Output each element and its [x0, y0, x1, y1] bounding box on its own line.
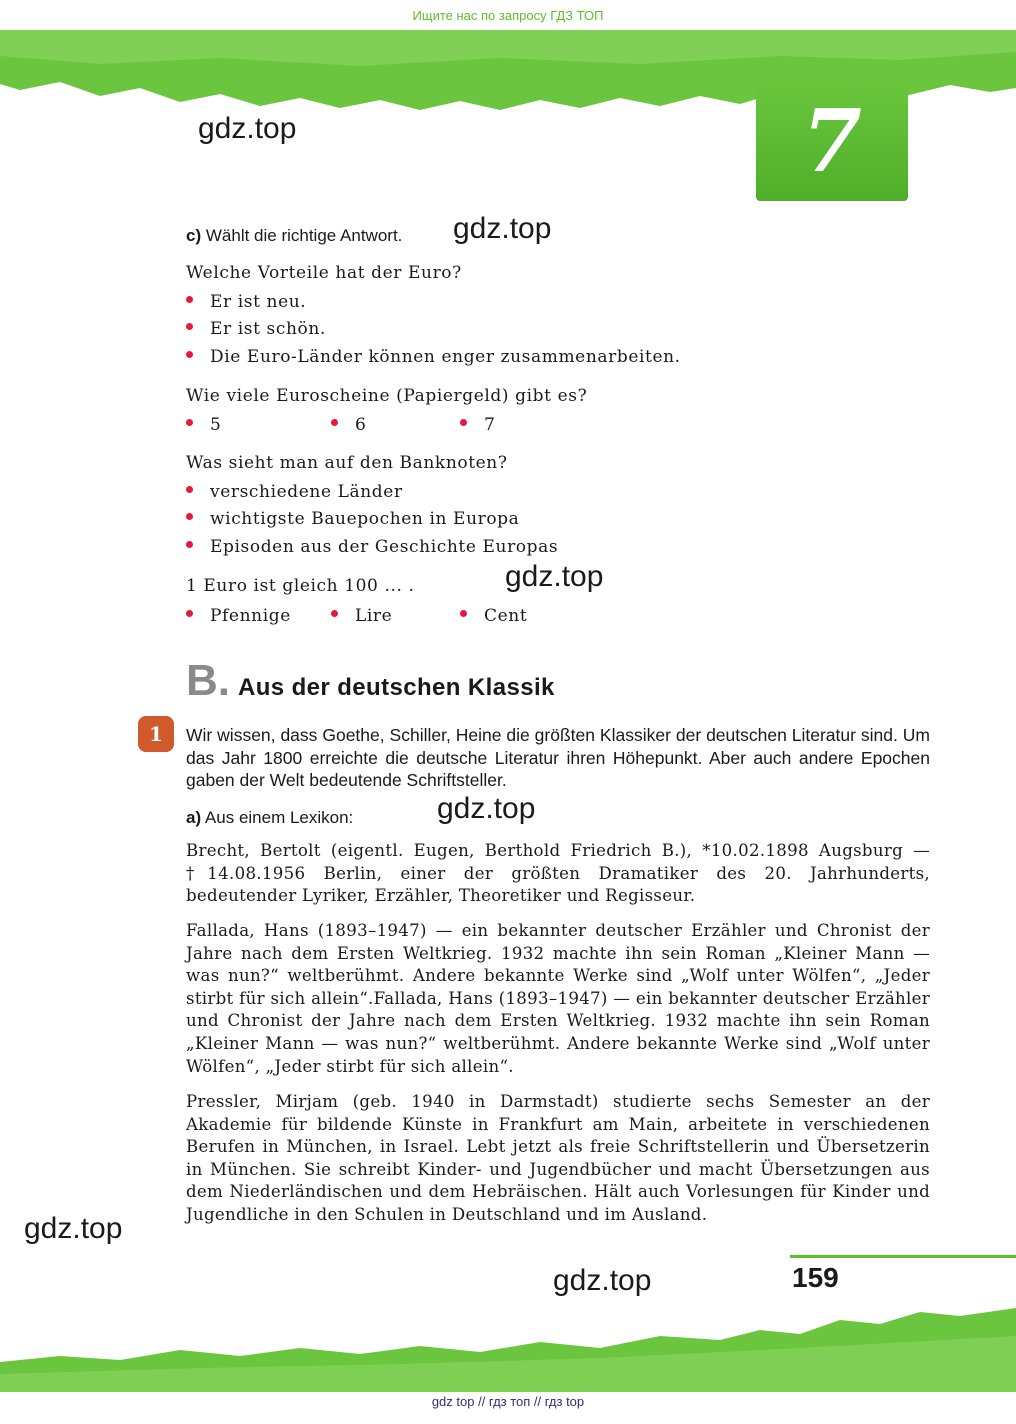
bullet-icon: [186, 296, 193, 303]
bullet-icon: [331, 610, 338, 617]
answer-option[interactable]: Lire: [331, 606, 392, 626]
answer-option[interactable]: Pfennige: [186, 606, 291, 626]
footer-green-band: [0, 1300, 1016, 1392]
task-c-instruction: Wählt die richtige Antwort.: [205, 226, 403, 245]
watermark-text: gdz.top: [453, 212, 552, 245]
question-text: Was sieht man auf den Banknoten?: [186, 453, 508, 473]
section-title: Aus der deutschen Klassik: [238, 674, 555, 701]
lexicon-entry-fallada: Fallada, Hans (1893–1947) — ein bekannter deutscher Erzähler und Chronist der Jahre nach dem Ersten Weltkrieg. 1932 machte ihn sein Roman „Kleiner Mann — was nun?“ weltberühmt. Andere bekannte Werke sind „Wolf unter Wölfen“, „Jeder stirbt für sich allein“.Fallada, Hans (1893–1947) — ein bekannter deutscher Erzähler und Chronist der Jahre nach dem Ersten Weltkrieg. 1932 machte ihn sein Roman „Kleiner Mann — was nun?“ weltberühmt. Andere bekannte Werke sind „Wolf unter Wölfen“, „Jeder stirbt für sich allein“.: [186, 921, 930, 1076]
section-heading: [186, 656, 555, 706]
question-text: Wie viele Euroscheine (Papiergeld) gibt es?: [186, 386, 588, 406]
footer-links[interactable]: gdz top // гдз топ // гдз top: [431, 1394, 585, 1409]
task-a-label: Aus einem Lexikon:: [204, 808, 354, 827]
bullet-icon: [186, 351, 193, 358]
watermark-text: gdz.top: [24, 1212, 123, 1245]
answer-option[interactable]: Die Euro-Länder können enger zusammenarbeiten.: [186, 347, 681, 367]
chapter-number-box: 7: [756, 81, 908, 201]
bullet-icon: [331, 419, 338, 426]
answer-option[interactable]: 6: [331, 415, 366, 435]
bullet-icon: [186, 513, 193, 520]
page-number-rule: [790, 1255, 1016, 1258]
answer-option[interactable]: verschiedene Länder: [186, 482, 403, 502]
task-a-heading: [186, 808, 353, 828]
answer-option[interactable]: Er ist schön.: [186, 319, 326, 339]
bullet-icon: [460, 419, 467, 426]
task-number-badge: 1: [138, 716, 174, 752]
lexicon-entry-pressler: Pressler, Mirjam (geb. 1940 in Darmstadt) studierte sechs Semester an der Akademie für bildende Künste in Frankfurt am Main, arbeitete in verschiedenen Berufen in München, in Israel. Lebt jetzt als freie Schriftstellerin und Übersetzerin in München. Sie schreibt Kinder- und Jugendbücher und macht Übersetzungen aus dem Niederländischen und dem Hebräischen. Hält auch Vorlesungen für Kinder und Jugendliche in den Schulen in Deutschland und im Ausland.: [186, 1092, 930, 1224]
watermark-text: gdz.top: [437, 792, 536, 825]
task-c-heading: [186, 226, 402, 246]
bullet-icon: [186, 610, 193, 617]
question-text: 1 Euro ist gleich 100 ... .: [186, 576, 415, 596]
answer-option[interactable]: wichtigste Bauepochen in Europa: [186, 509, 519, 529]
answer-option[interactable]: Er ist neu.: [186, 292, 306, 312]
bullet-icon: [186, 486, 193, 493]
task-a-marker: a): [186, 808, 202, 827]
bullet-icon: [186, 541, 193, 548]
question-text: Welche Vorteile hat der Euro?: [186, 263, 462, 283]
answer-option[interactable]: Cent: [460, 606, 527, 626]
watermark-text: gdz.top: [553, 1264, 652, 1297]
page-number: 159: [792, 1262, 839, 1293]
bullet-icon: [186, 323, 193, 330]
answer-option[interactable]: Episoden aus der Geschichte Europas: [186, 537, 558, 557]
section-letter: B.: [186, 656, 230, 705]
watermark-text: gdz.top: [198, 112, 297, 145]
top-banner[interactable]: Ищите нас по запросу ГДЗ ТОП: [412, 8, 604, 23]
watermark-text: gdz.top: [505, 560, 604, 593]
lexicon-entry-brecht: Brecht, Bertolt (eigentl. Eugen, Berthold Friedrich B.), *10.02.1898 Augsburg — †14.08.1956 Berlin, einer der größten Dramatiker des 20. Jahrhunderts, bedeutender Lyriker, Erzähler, Theoretiker und Regisseur.: [186, 841, 930, 906]
answer-option[interactable]: 5: [186, 415, 221, 435]
bullet-icon: [186, 419, 193, 426]
task-intro-text: Wir wissen, dass Goethe, Schiller, Heine die größten Klassiker der deutschen Literatur sind. Um das Jahr 1800 erreichte die deutsche Literatur ihren Höhepunkt. Aber auch andere Epochen gaben der Welt bedeutende Schriftsteller.: [186, 725, 930, 790]
bullet-icon: [460, 610, 467, 617]
answer-option[interactable]: 7: [460, 415, 495, 435]
task-c-marker: c): [186, 226, 202, 245]
